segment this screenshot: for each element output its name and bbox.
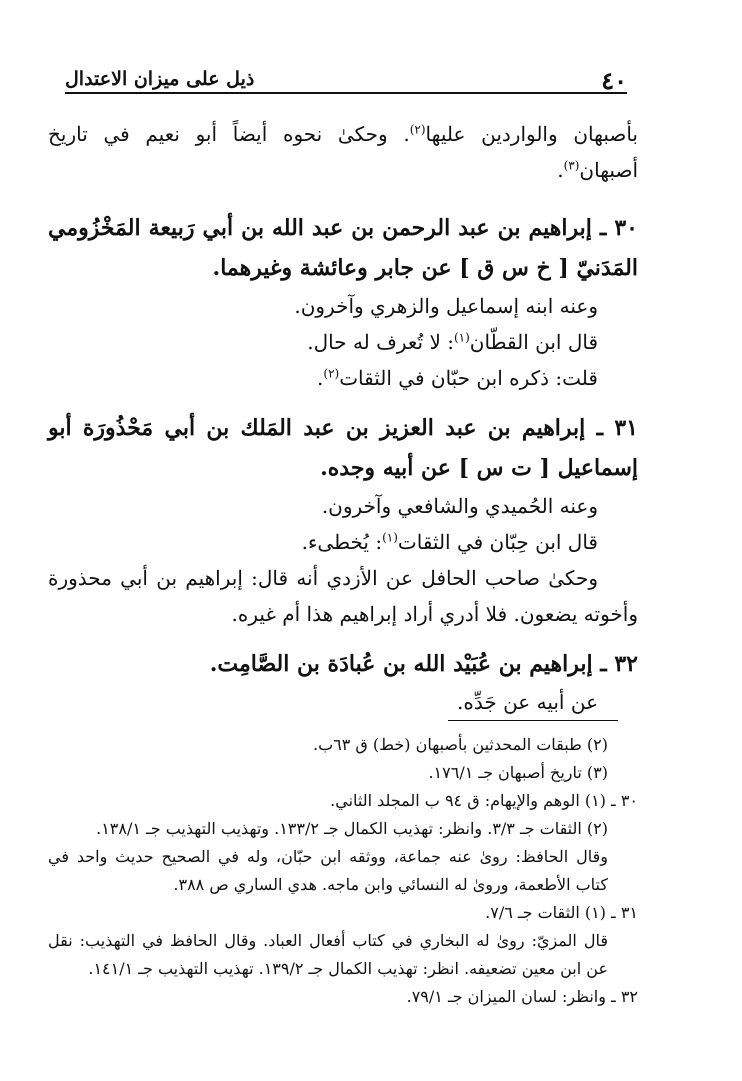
entry-31-line-2 [48, 524, 638, 560]
entry-30-line-3-text: قلت: ذكره ابن حبّان في الثقات [339, 366, 598, 390]
footnote-31-1: ٣١ ـ (١) الثقات جـ ٧/٦. [485, 903, 638, 922]
footnote-32: ٣٢ ـ وانظر: لسان الميزان جـ ٧٩/١. [406, 987, 638, 1006]
intro-text-3: . [557, 158, 564, 182]
page-number: ٤٠ [601, 66, 627, 95]
footnote-ref[interactable]: (٢) [323, 366, 340, 381]
footnote-ref[interactable]: (٣) [563, 158, 580, 173]
book-title: ذيل على ميزان الاعتدال [65, 68, 255, 90]
intro-text-2: . وحكىٰ نحوه أيضاً أبو نعيم في تاريخ أصبهان [48, 122, 638, 182]
footnote-divider [448, 720, 618, 721]
entry-31-title: ٣١ ـ إبراهيم بن عبد العزيز بن عبد المَلك بن أبي مَحْذُورَة أبو إسماعيل [ ت س ] عن أبيه وجده. [48, 415, 638, 481]
entry-30-line-1: وعنه ابنه إسماعيل والزهري وآخرون. [294, 294, 598, 318]
intro-paragraph [48, 116, 638, 188]
main-text [48, 116, 638, 720]
entry-31-line-3: وحكىٰ صاحب الحافل عن الأزدي أنه قال: إبراهيم بن أبي محذورة وأخوته يضعون. فلا أدري أراد إبراهيم هذا أم غيره. [48, 566, 638, 626]
entry-31-line-2-rest: : يُخطىء. [301, 530, 383, 554]
footnote-30-2-continued: وقال الحافظ: روىٰ عنه جماعة، ووثقه ابن حبّان، وله في الصحيح حديث واحد في كتاب الأطعمة، وروىٰ له النسائي وابن ماجه. هدي الساري ص ٣٨٨. [48, 847, 608, 894]
entry-32-title: ٣٢ ـ إبراهيم بن عُبَيْد الله بن عُبادَة بن الصَّامِت. [209, 651, 638, 677]
entry-31-line-1: وعنه الحُميدي والشافعي وآخرون. [321, 494, 598, 518]
footnote-3: (٣) تاريخ أصبهان جـ ١٧٦/١. [428, 763, 608, 782]
footnote-ref[interactable]: (١) [382, 530, 398, 545]
footnote-ref[interactable]: (٢) [409, 122, 426, 137]
entry-30-line-2-rest: : لا تُعرف له حال. [307, 330, 454, 354]
entry-32-line-1: عن أبيه عن جَدِّه. [457, 690, 598, 714]
footnote-30-1: ٣٠ ـ (١) الوهم والإيهام: ق ٩٤ ب المجلد الثاني. [330, 791, 638, 810]
footnote-31-1-continued: قال المزيّ: روىٰ له البخاري في كتاب أفعال العباد. وقال الحافظ في التهذيب: نقل عن ابن معين تضعيفه. انظر: تهذيب الكمال جـ ١٣٩/٢. تهذيب التهذيب جـ ١٤١/١. [48, 931, 608, 978]
entry-31-line-2-text: قال ابن حِبّان في الثقات [397, 530, 598, 554]
entry-30-title: ٣٠ ـ إبراهيم بن عبد الرحمن بن عبد الله بن أبي رَبيعة المَخْزُومي المَدَنيّ [ خ س ق ] عن جابر وعائشة وغيرهما. [48, 215, 638, 281]
footnote-2: (٢) طبقات المحدثين بأصبهان (خط) ق ٦٣ب. [312, 735, 608, 754]
entry-30-line-2-text: قال ابن القطّان [469, 330, 598, 354]
entry-30-line-3 [48, 360, 638, 396]
intro-text-1: بأصبهان والواردين عليها [425, 122, 638, 146]
entry-30-line-3-rest: . [317, 366, 324, 390]
footnote-30-2: (٢) الثقات جـ ٣/٣. وانظر: تهذيب الكمال جـ ١٣٣/٢. وتهذيب التهذيب جـ ١٣٨/١. [96, 819, 608, 838]
entry-30-line-2 [48, 324, 638, 360]
footnotes [48, 731, 638, 1011]
running-header [65, 58, 627, 94]
footnote-ref[interactable]: (١) [453, 330, 470, 345]
